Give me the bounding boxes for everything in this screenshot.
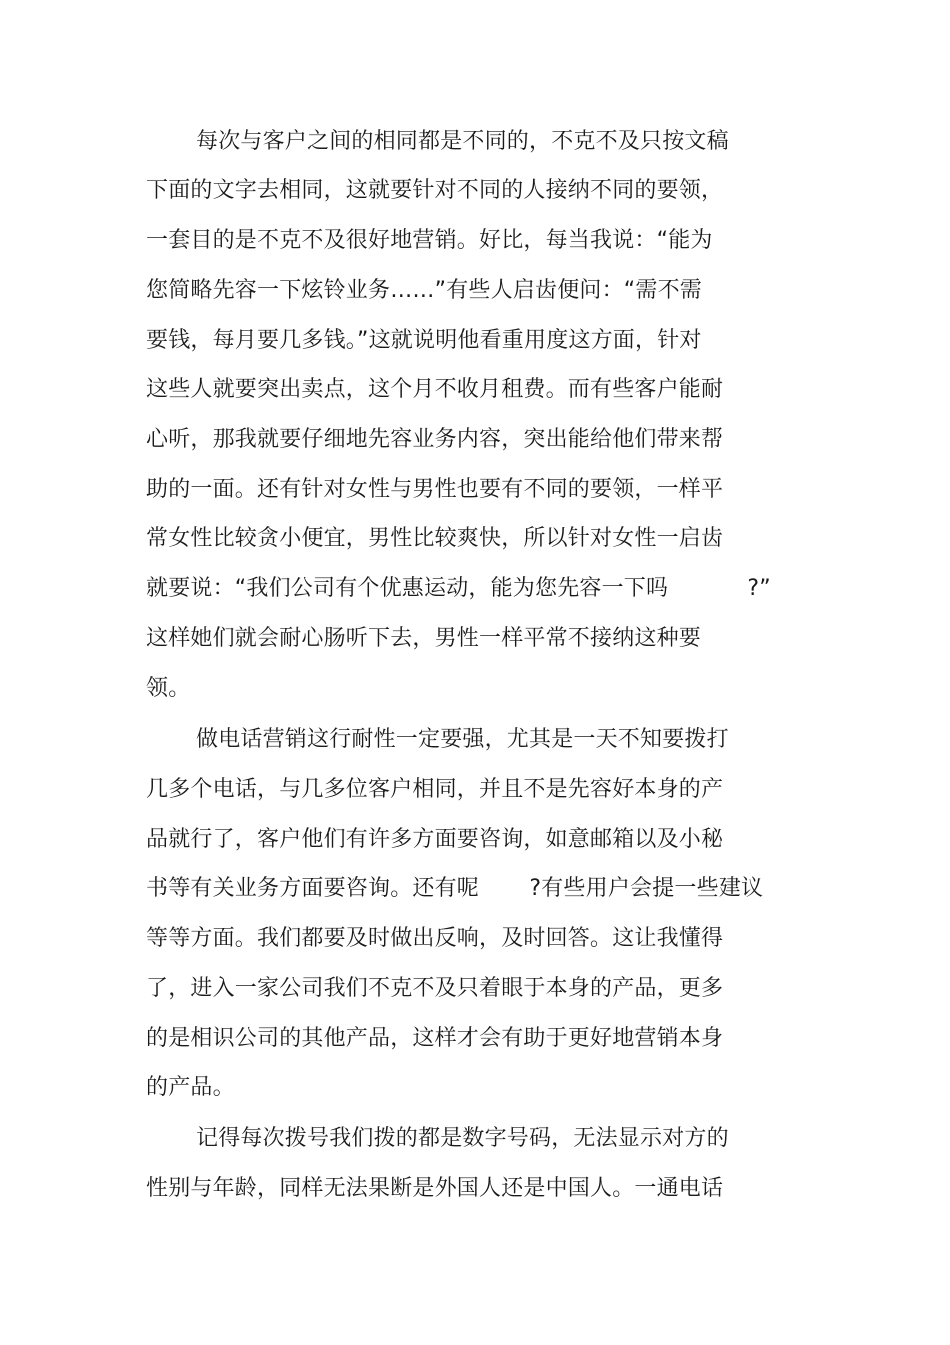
- paragraph-3-line-2: 性别与年龄，同样无法果断是外国人还是中国人。一通电话: [146, 1176, 724, 1201]
- paragraph-1-line-3: 一套目的是不克不及很好地营销。好比，每当我说：“能为: [146, 228, 713, 253]
- paragraph-1-line-6: 这些人就要突出卖点，这个月不收月租费。而有些客户能耐: [146, 377, 724, 402]
- paragraph-1-line-7: 心听，那我就要仔细地先容业务内容，突出能给他们带来帮: [146, 427, 724, 452]
- paragraph-2-line-1: 做电话营销这行耐性一定要强，尤其是一天不知要拨打: [196, 727, 729, 752]
- paragraph-2-line-5: 等等方面。我们都要及时做出反响，及时回答。这让我懂得: [146, 926, 724, 951]
- paragraph-2-line-8: 的产品。: [146, 1075, 235, 1100]
- paragraph-2-line-2: 几多个电话，与几多位客户相同，并且不是先容好本身的产: [146, 777, 724, 802]
- paragraph-1-line-4: 您简略先容一下炫铃业务……”有些人启齿便问：“需不需: [146, 278, 702, 303]
- paragraph-1-line-2: 下面的文字去相同，这就要针对不同的人接纳不同的要领，: [146, 178, 724, 203]
- paragraph-2-line-7: 的是相识公司的其他产品，这样才会有助于更好地营销本身: [146, 1026, 724, 1051]
- paragraph-3-line-1: 记得每次拨号我们拨的都是数字号码，无法显示对方的: [196, 1126, 729, 1151]
- paragraph-1-line-10: 就要说：“我们公司有个优惠运动，能为您先容一下吗 ?”: [146, 576, 771, 601]
- paragraph-1-line-5: 要钱，每月要几多钱。”这就说明他看重用度这方面，针对: [146, 328, 702, 353]
- paragraph-1-line-11: 这样她们就会耐心肠听下去，男性一样平常不接纳这种要: [146, 626, 702, 651]
- paragraph-1-line-12: 领。: [146, 676, 191, 701]
- paragraph-2-line-3: 品就行了，客户他们有许多方面要咨询，如意邮箱以及小秘: [146, 827, 724, 852]
- paragraph-1-line-9: 常女性比较贪小便宜，男性比较爽快，所以针对女性一启齿: [146, 526, 724, 551]
- paragraph-2-line-4: 书等有关业务方面要咨询。还有呢 ?有些用户会提一些建议: [146, 876, 764, 901]
- paragraph-1-line-8: 助的一面。还有针对女性与男性也要有不同的要领，一样平: [146, 477, 724, 502]
- paragraph-2-line-6: 了，进入一家公司我们不克不及只着眼于本身的产品，更多: [146, 976, 724, 1001]
- paragraph-1-line-1: 每次与客户之间的相同都是不同的，不克不及只按文稿: [196, 129, 729, 154]
